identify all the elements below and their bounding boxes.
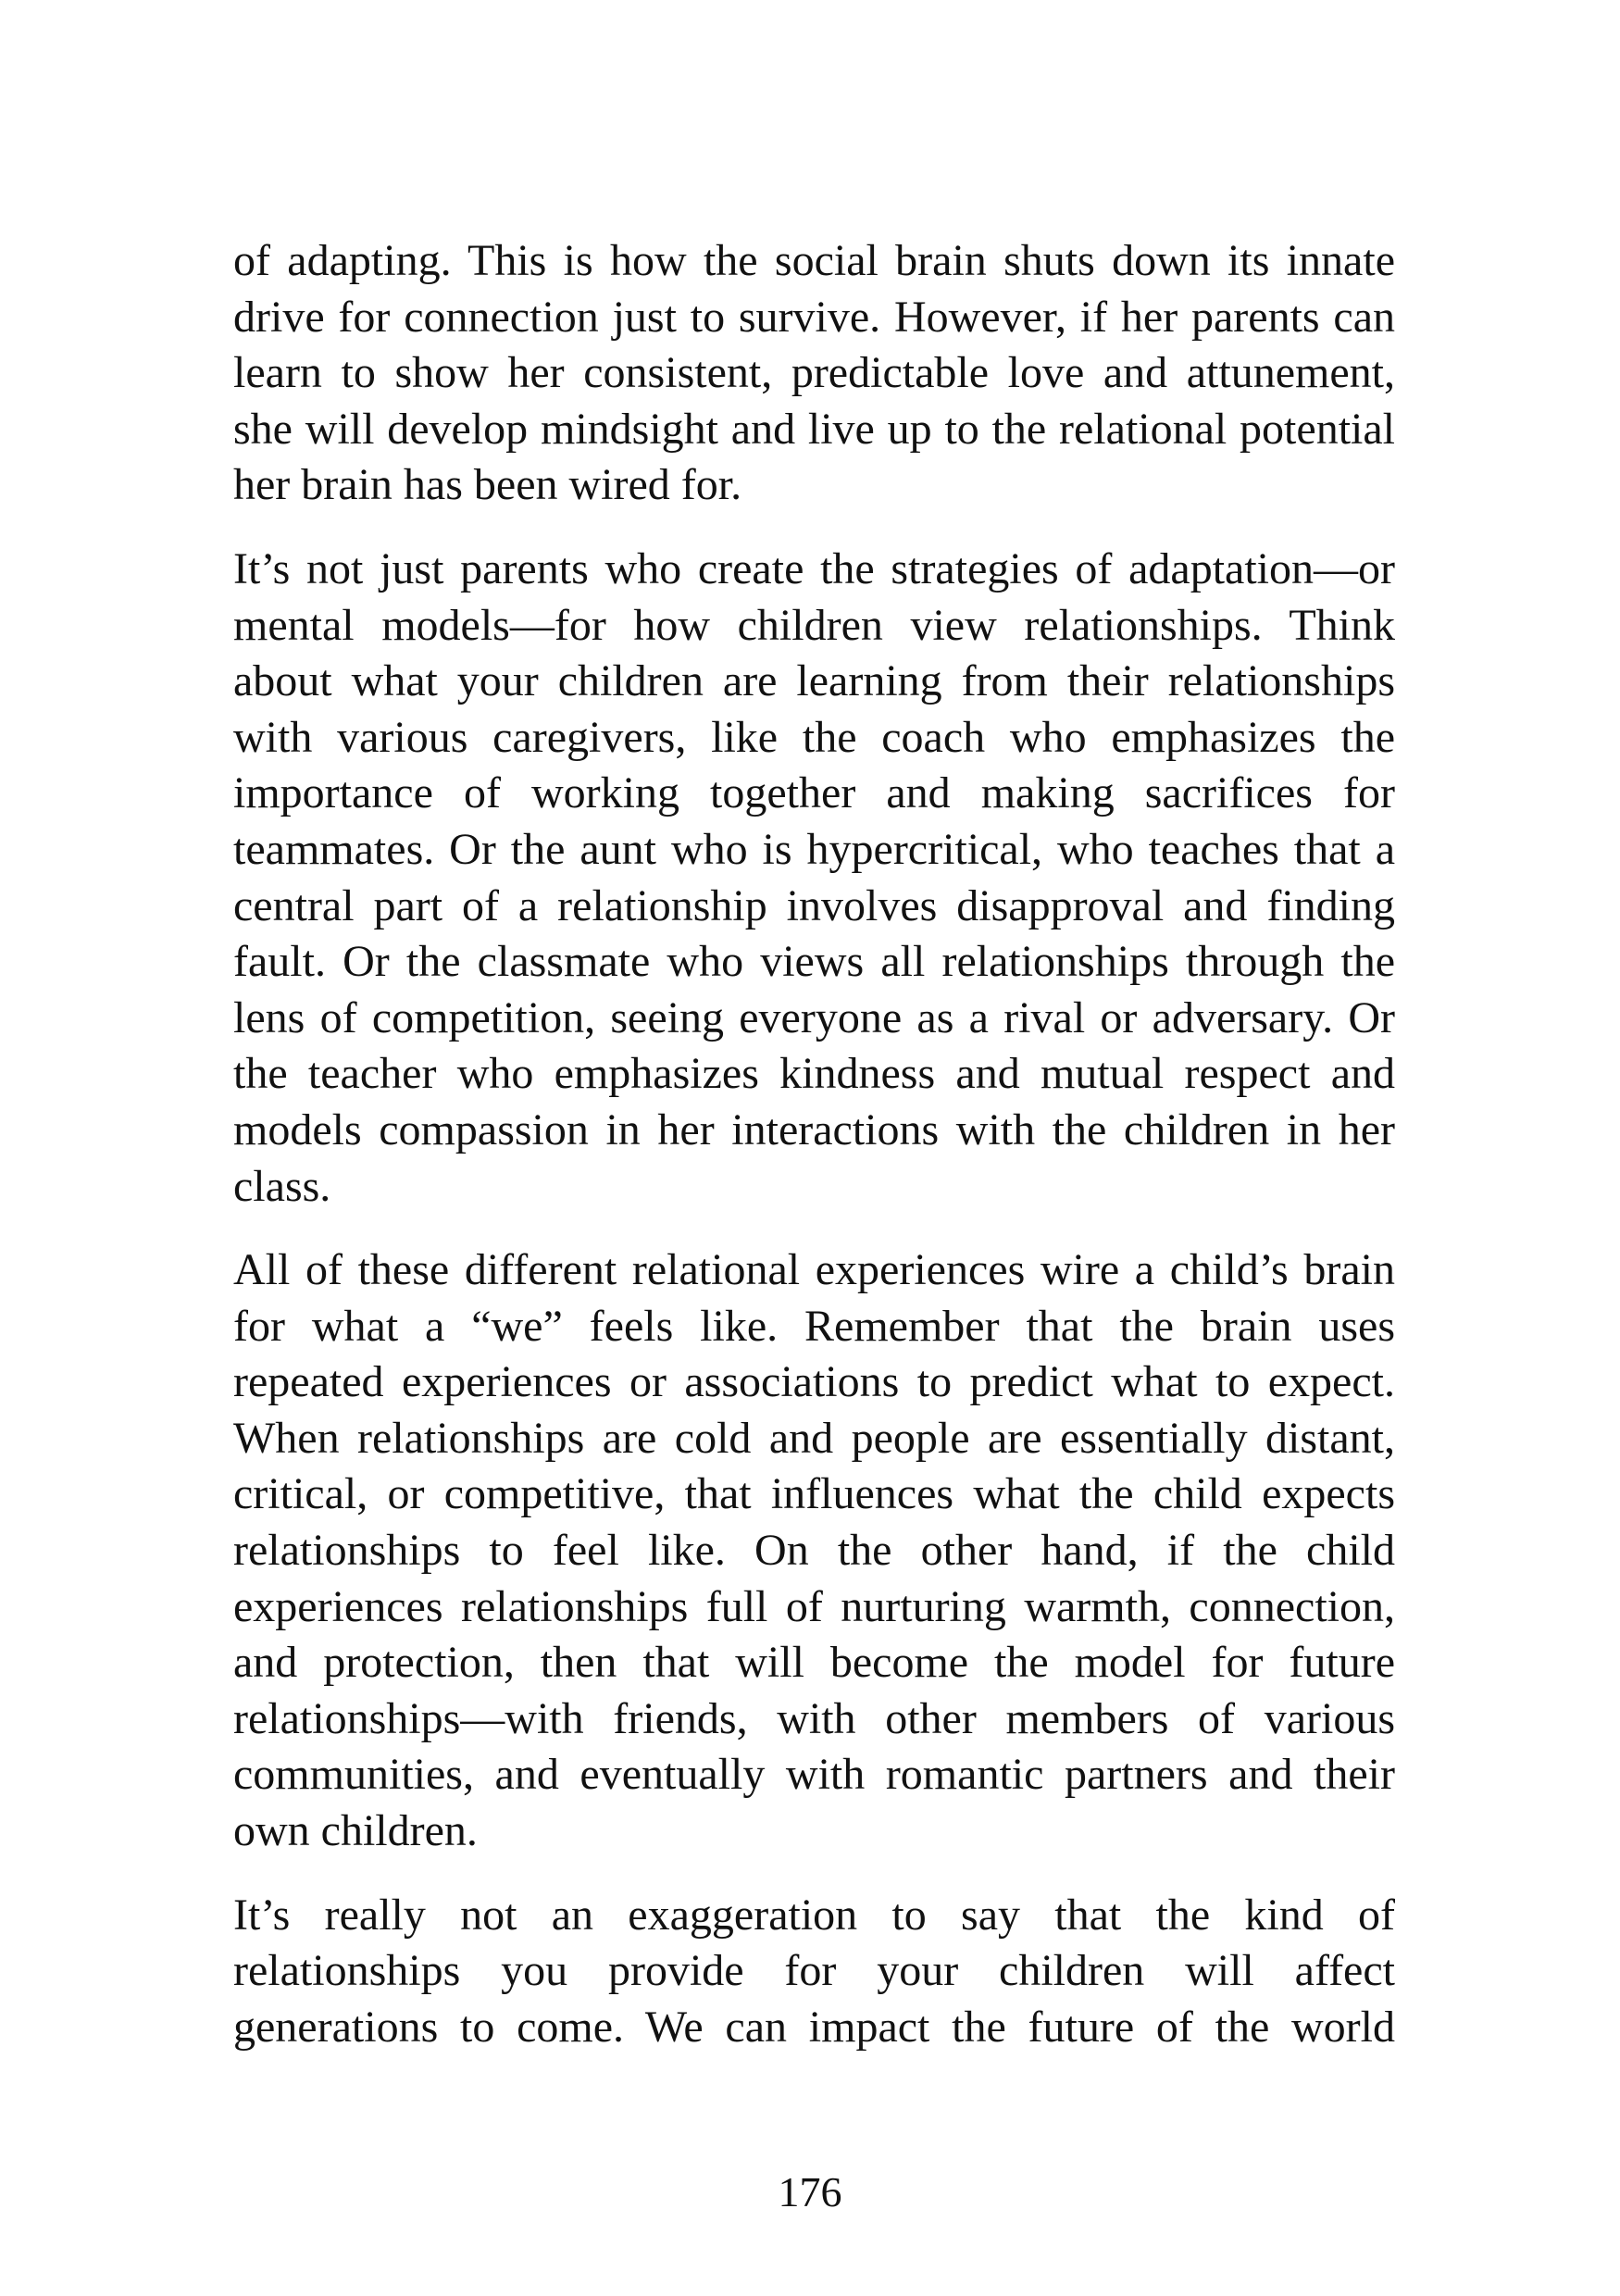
page-number: 176: [778, 2168, 842, 2215]
paragraph-2: It’s not just parents who create the strategies of adaptation—or mental models—for how children view relationships. Think about what your children are learning from their relationships with various caregivers, like the coach who emphasizes the importance of working together and making sacrifices for teammates. Or the aunt who is hypercritical, who teaches that a central part of a relationship involves disapproval and finding fault. Or the classmate who views all relationships through the lens of competition, seeing everyone as a rival or adversary. Or the teacher who emphasizes kindness and mutual respect and models compassion in her interactions with the children in her class.: [233, 543, 1395, 1211]
paragraph-4: It’s really not an exaggeration to say that the kind of relationships you provide for your children will affect generations to come. We can impact the future of the world: [233, 1890, 1395, 2052]
body-text: [233, 233, 1395, 2055]
paragraph-3: All of these different relational experiences wire a child’s brain for what a “we” feels like. Remember that the brain uses repeated experiences or associations to predict what to expect. When relationships are cold and people are essentially distant, critical, or competitive, that influences what the child expects relationships to feel like. On the other hand, if the child experiences relationships full of nurturing warmth, connection, and protection, then that will become the model for future relationships—with friends, with other members of various communities, and eventually with romantic partners and their own children.: [233, 1245, 1395, 1856]
paragraph-1: of adapting. This is how the social brain shuts down its innate drive for connection just to survive. However, if her parents can learn to show her consistent, predictable love and attunement, she will develop mindsight and live up to the relational potential her brain has been wired for.: [233, 236, 1395, 510]
